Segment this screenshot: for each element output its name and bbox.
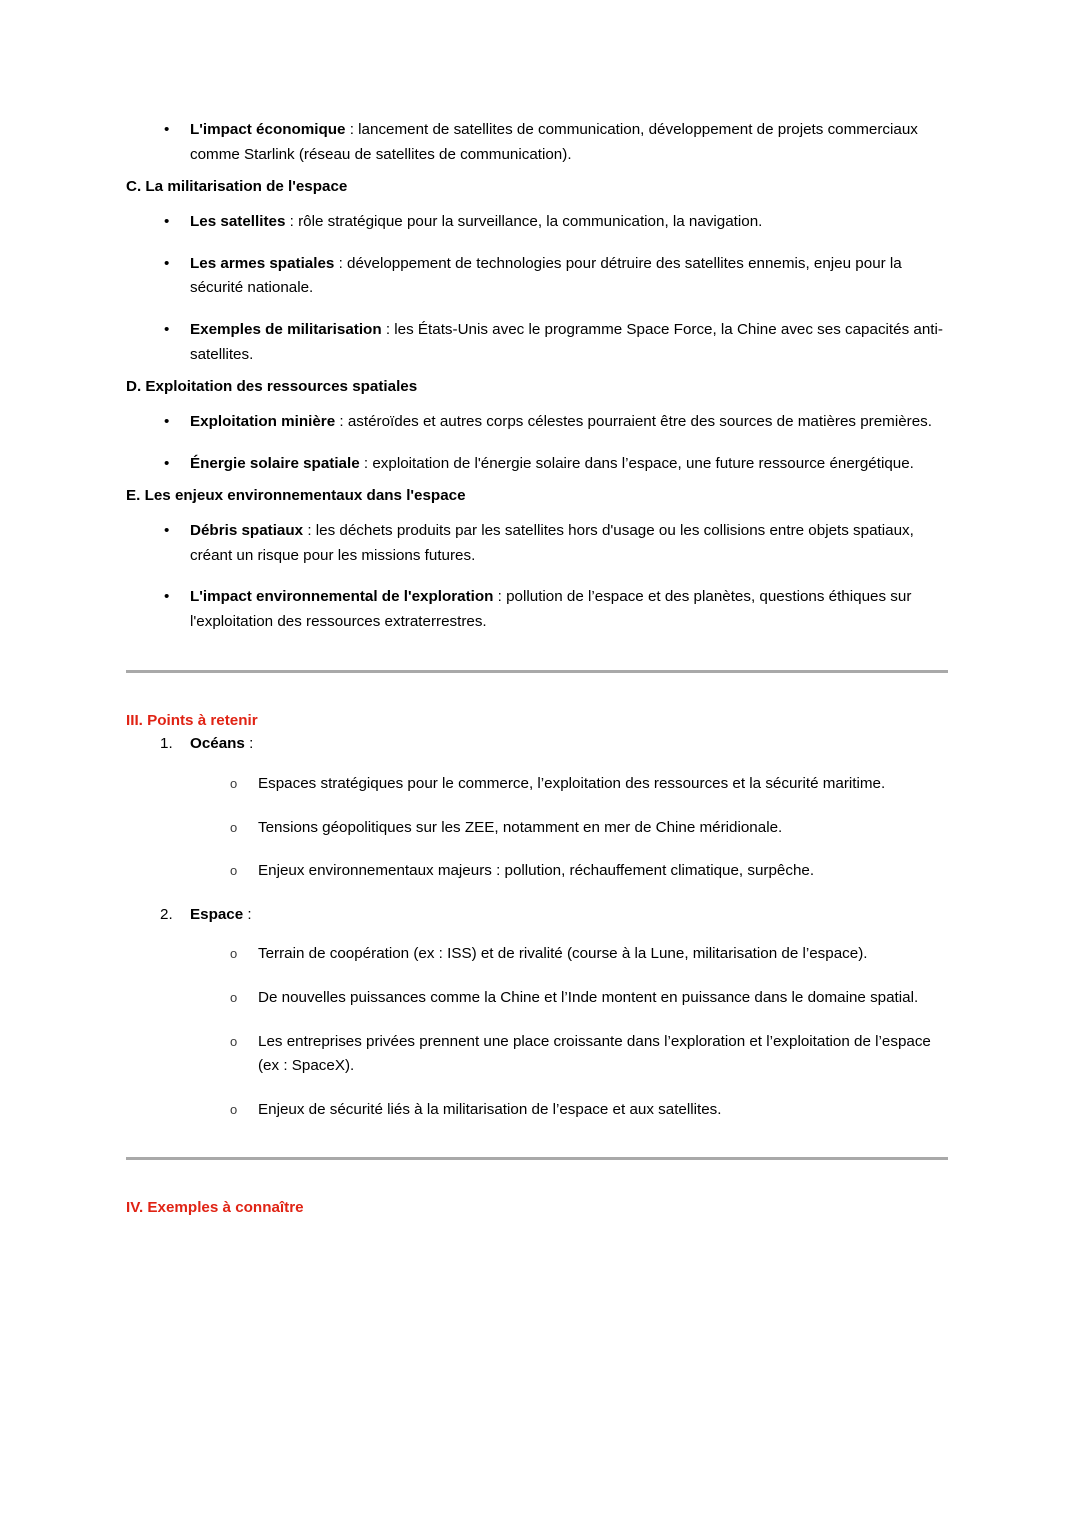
list-item-text: : rôle stratégique pour la surveillance, la communication, la navigation. xyxy=(285,213,763,231)
sublist-item xyxy=(190,942,948,967)
list-item-text: : lancement de satellites de communication, développement de projets commerciaux comme Starlink (réseau de satellites de communication). xyxy=(190,121,918,163)
list-item-text: : exploitation de l'énergie solaire dans l’espace, une future ressource énergétique. xyxy=(359,454,914,472)
circle-bullet-icon: o xyxy=(230,819,238,835)
sublist-item-text: Enjeux de sécurité liés à la militarisation de l’espace et aux satellites. xyxy=(258,1100,722,1118)
list-item xyxy=(126,118,948,167)
sublist-item-text: Terrain de coopération (ex : ISS) et de rivalité (course à la Lune, militarisation de l’espace). xyxy=(258,945,868,963)
sublist-item xyxy=(190,859,948,884)
sublist-item xyxy=(190,772,948,797)
disc-bullet-icon: • xyxy=(164,254,170,272)
circle-bullet-icon: o xyxy=(230,1101,238,1117)
list-item-text: : les États-Unis avec le programme Space Force, la Chine avec ses capacités anti-satellites. xyxy=(190,320,943,363)
list-item-lead: Énergie solaire spatiale xyxy=(190,454,360,472)
sublist-item-text: Les entreprises privées prennent une place croissante dans l’exploration et l’exploitation de l’espace (ex : SpaceX). xyxy=(258,1032,931,1075)
circle-bullet-icon: o xyxy=(230,775,238,791)
list-item-suffix: : xyxy=(243,905,252,923)
list-item xyxy=(126,410,948,435)
list-item-lead: Exemples de militarisation xyxy=(190,320,382,338)
section-divider xyxy=(126,1157,948,1160)
list-item xyxy=(126,585,948,634)
list-item-suffix: : xyxy=(244,735,254,753)
disc-bullet-icon: • xyxy=(164,320,170,338)
heading-section-d: D. Exploitation des ressources spatiales xyxy=(126,378,418,396)
divider-wrapper-2 xyxy=(126,1157,948,1160)
section-d-list xyxy=(126,410,948,476)
ordered-marker: 2. xyxy=(160,905,173,923)
document-content xyxy=(126,118,948,1219)
circle-bullet-icon: o xyxy=(230,1033,238,1049)
circle-bullet-icon: o xyxy=(230,990,238,1006)
points-a-retenir-list xyxy=(126,732,948,1122)
list-item-text: : développement de technologies pour détruire des satellites ennemis, enjeu pour la sécurité nationale. xyxy=(190,254,902,297)
sublist-item-text: Tensions géopolitiques sur les ZEE, notamment en mer de Chine méridionale. xyxy=(258,818,783,836)
disc-bullet-icon: • xyxy=(164,121,170,138)
list-item-lead: Exploitation minière xyxy=(190,412,336,430)
list-item-text: : pollution de l’espace et des planètes, questions éthiques sur l'exploitation des ressources extraterrestres. xyxy=(190,588,912,630)
list-item-lead: Les armes spatiales xyxy=(190,254,335,272)
disc-bullet-icon: • xyxy=(164,412,170,430)
heading-section-iv: IV. Exemples à connaître xyxy=(126,1198,304,1216)
list-item-lead: Les satellites xyxy=(190,213,286,231)
disc-bullet-icon: • xyxy=(164,588,170,606)
sublist-item xyxy=(190,816,948,841)
list-item-lead: L'impact économique xyxy=(190,121,346,138)
sublist-item-text: Enjeux environnementaux majeurs : pollution, réchauffement climatique, surpêche. xyxy=(258,862,815,880)
disc-bullet-icon: • xyxy=(164,522,170,540)
heading-section-iii: III. Points à retenir xyxy=(126,711,258,729)
list-item-lead: Espace xyxy=(190,905,244,923)
list-item-lead: Océans xyxy=(190,735,245,753)
circle-bullet-icon: o xyxy=(230,946,238,962)
circle-bullet-icon: o xyxy=(230,863,238,879)
list-item xyxy=(126,210,948,235)
sublist xyxy=(190,772,948,884)
sublist-item-text: Espaces stratégiques pour le commerce, l’exploitation des ressources et la sécurité maritime. xyxy=(258,774,886,792)
list-item xyxy=(126,519,948,568)
sublist-item xyxy=(190,986,948,1011)
disc-bullet-icon: • xyxy=(164,213,170,231)
list-item-text: : les déchets produits par les satellites hors d'usage ou les collisions entre objets spatiaux, créant un risque pour les missions futures. xyxy=(190,522,914,564)
heading-section-c: C. La militarisation de l'espace xyxy=(126,178,348,196)
section-divider xyxy=(126,670,948,673)
divider-wrapper-1 xyxy=(126,670,948,673)
list-item-lead: Débris spatiaux xyxy=(190,522,304,540)
list-item xyxy=(126,252,948,301)
sublist-item-text: De nouvelles puissances comme la Chine et l’Inde montent en puissance dans le domaine spatial. xyxy=(258,989,919,1007)
list-item-lead: L'impact environnemental de l'exploration xyxy=(190,588,494,606)
section-e-list xyxy=(126,519,948,635)
sublist-item xyxy=(190,1030,948,1079)
section-c-list xyxy=(126,210,948,367)
ordered-marker: 1. xyxy=(160,735,173,753)
list-item xyxy=(126,452,948,477)
intro-bullet-list xyxy=(126,118,948,167)
heading-section-e: E. Les enjeux environnementaux dans l'espace xyxy=(126,487,466,505)
disc-bullet-icon: • xyxy=(164,454,170,472)
sublist xyxy=(190,942,948,1122)
list-item xyxy=(126,732,948,884)
list-item xyxy=(126,318,948,367)
list-item-text: : astéroïdes et autres corps célestes pourraient être des sources de matières premières. xyxy=(335,412,932,430)
sublist-item xyxy=(190,1098,948,1123)
list-item xyxy=(126,903,948,1123)
